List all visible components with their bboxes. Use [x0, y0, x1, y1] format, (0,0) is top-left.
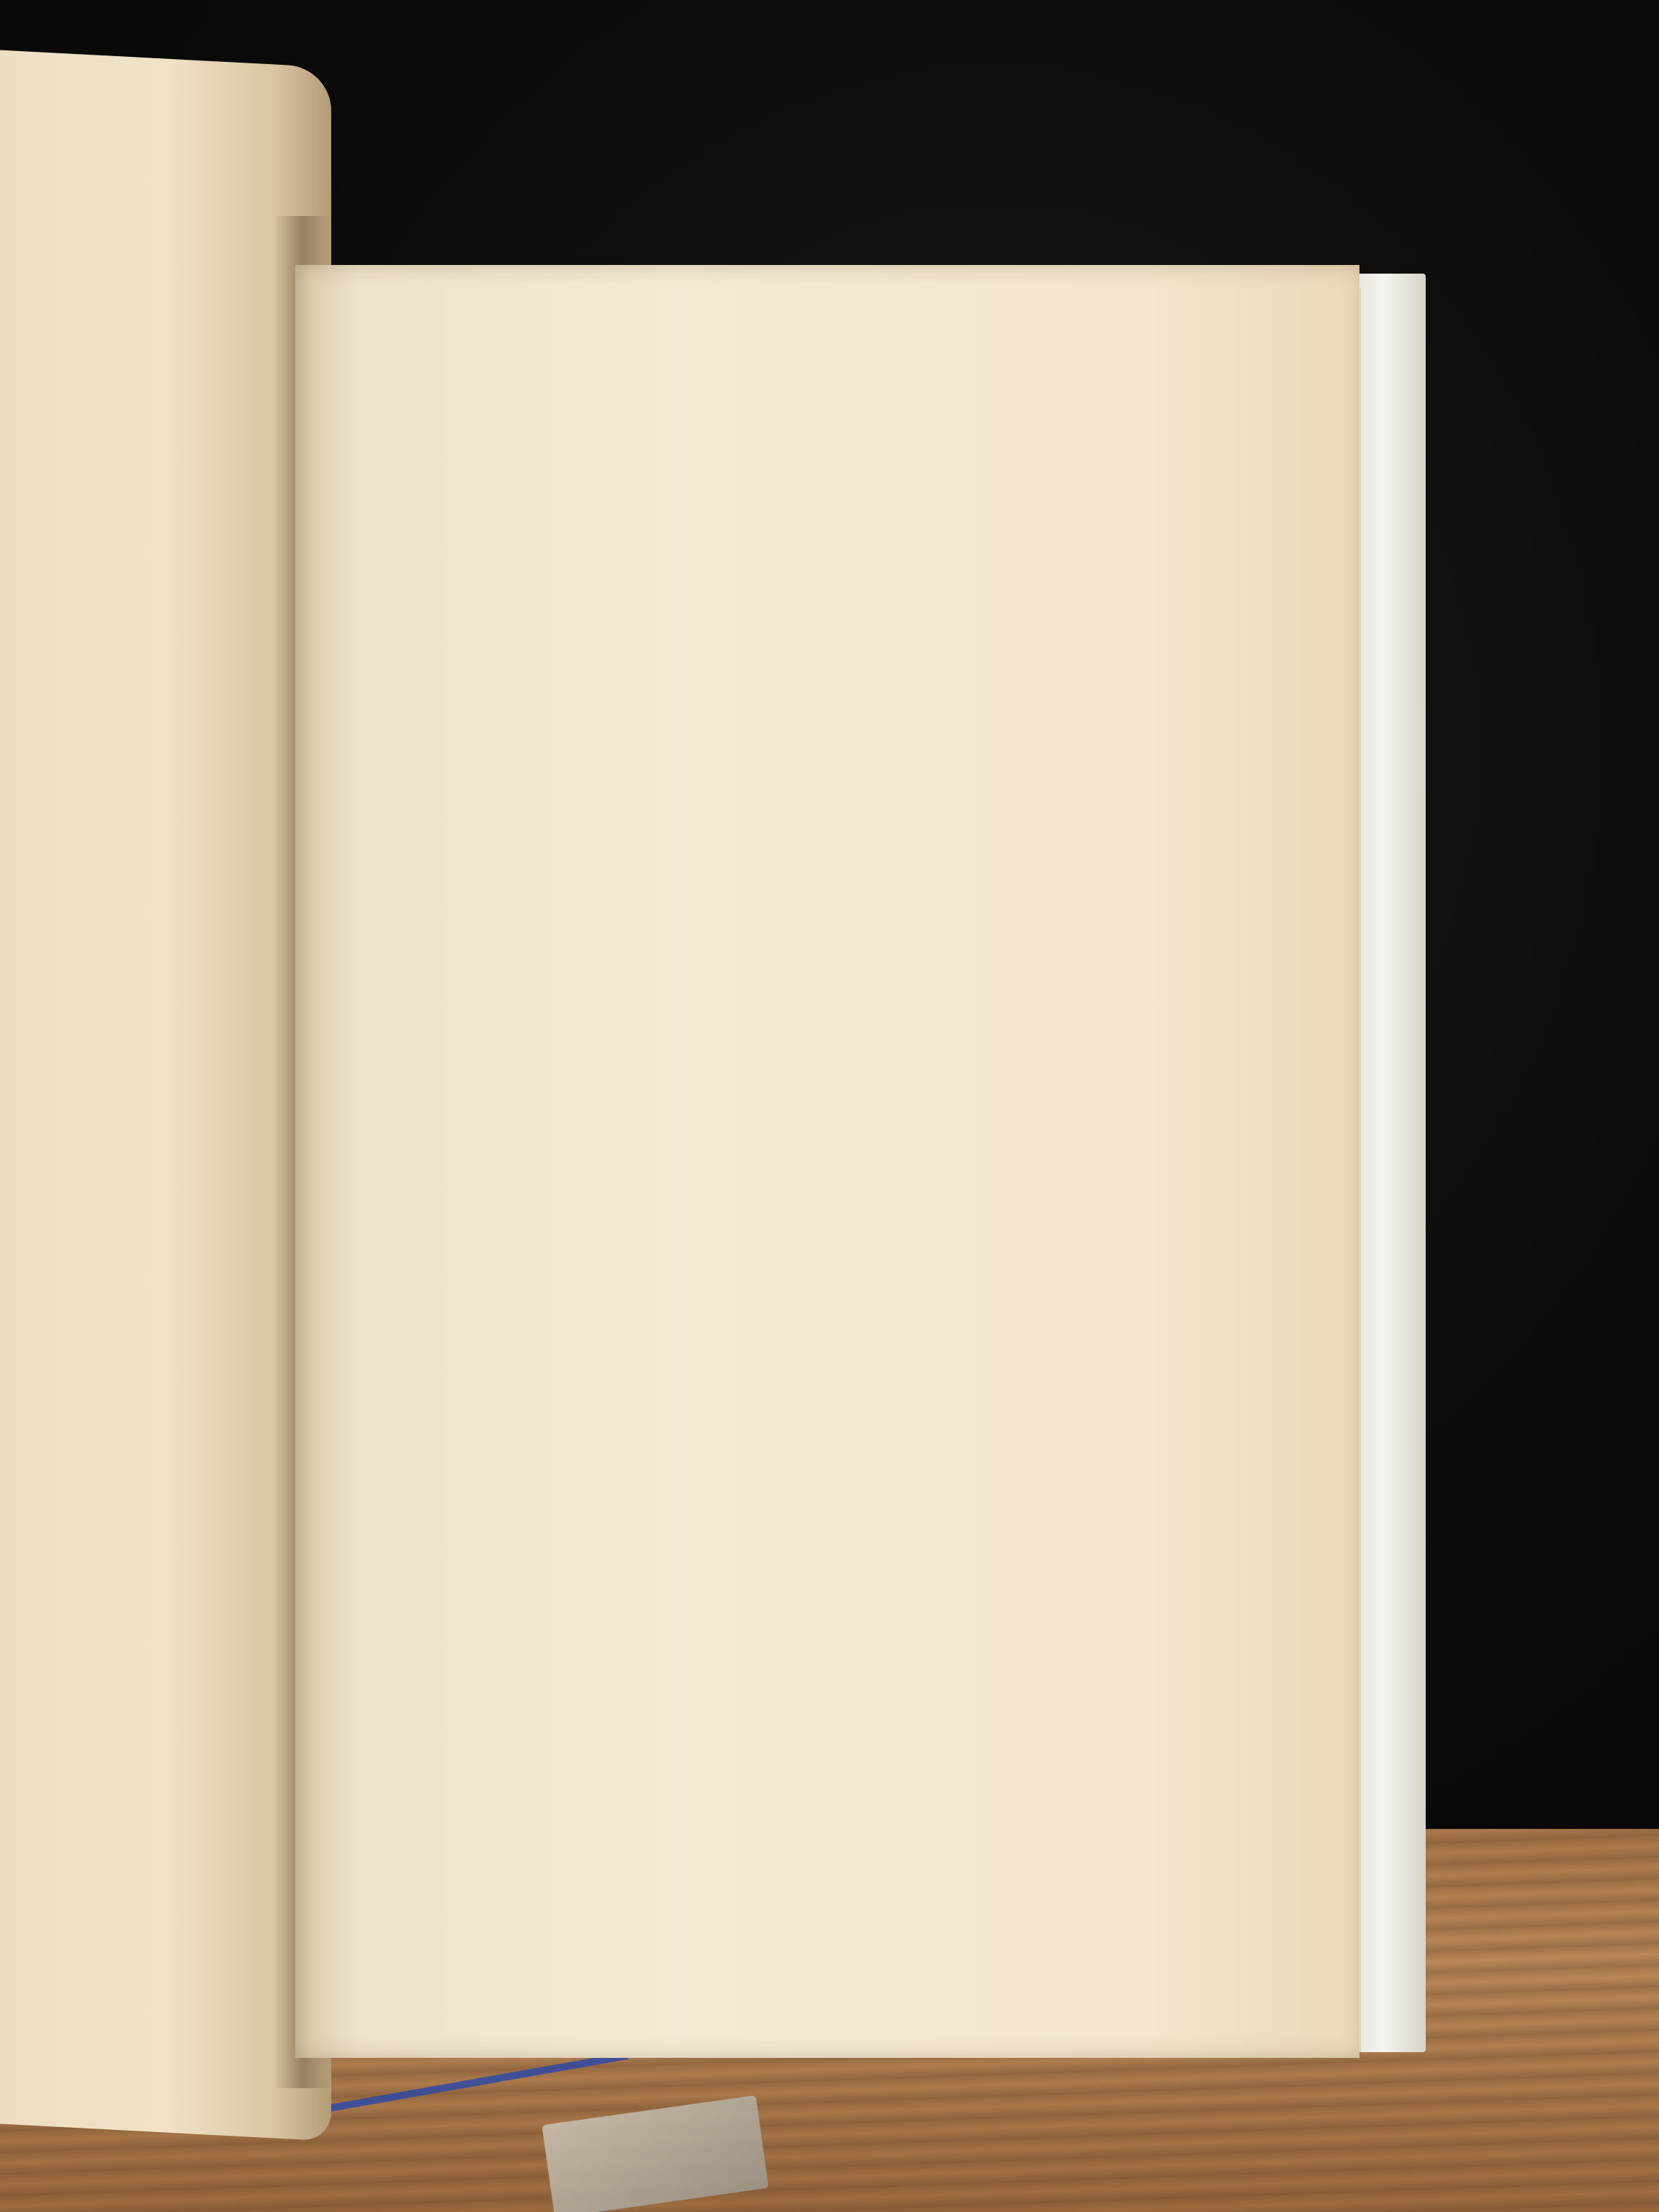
right-page [295, 265, 1359, 2058]
book-cover-edge [1354, 274, 1426, 2052]
